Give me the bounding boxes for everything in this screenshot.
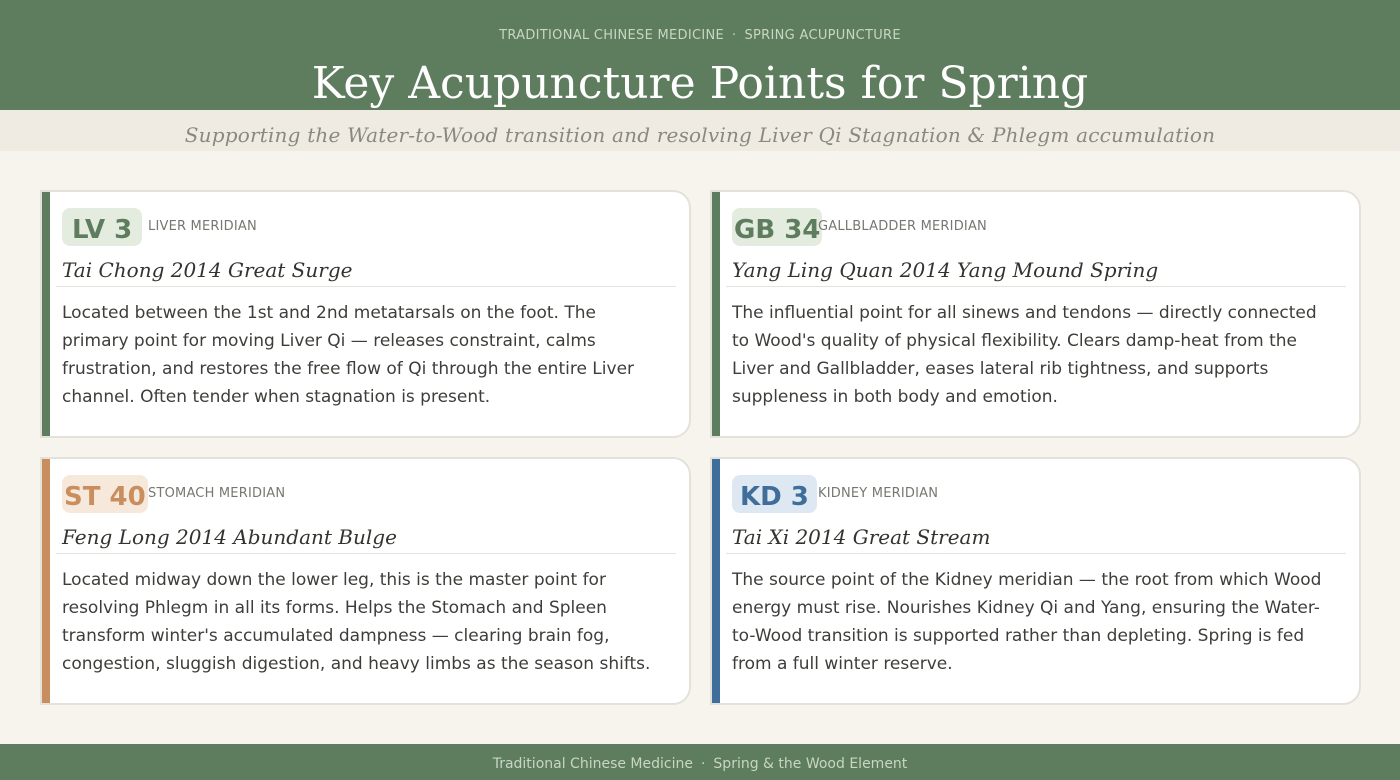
- card-accent-bar: [42, 192, 50, 436]
- meridian-label: KIDNEY MERIDIAN: [818, 486, 939, 501]
- point-name: Yang Ling Quan 2014 Yang Mound Spring: [732, 258, 1159, 282]
- card-accent-bar: [42, 459, 50, 703]
- page-footer: [0, 744, 1400, 780]
- point-description: Located midway down the lower leg, this is the master point for resolving Phlegm in all its forms. Helps the Stomach and Spleen transform winter's accumulated dampness — clearing brain fog, congestion, sluggish digestion, and heavy limbs as the season shifts.: [62, 570, 651, 674]
- point-description: The source point of the Kidney meridian — the root from which Wood energy must rise. Nourishes Kidney Qi and Yang, ensuring the Water-to-Wood transition is supported rather than depleting. Spring is fed from a full winter reserve.: [732, 570, 1322, 674]
- point-description: The influential point for all sinews and tendons — directly connected to Wood's quality of physical flexibility. Clears damp-heat from the Liver and Gallbladder, eases lateral rib tightness, and supports suppleness in both body and emotion.: [732, 303, 1317, 407]
- page-title: Key Acupuncture Points for Spring: [311, 58, 1089, 109]
- divider: [56, 553, 676, 554]
- point-card-st40: [40, 457, 691, 705]
- card-accent-bar: [712, 192, 720, 436]
- footer-right: Spring & the Wood Element: [713, 756, 908, 772]
- point-description: Located between the 1st and 2nd metatarsals on the foot. The primary point for moving Liver Qi — releases constraint, calms frustration, and restores the free flow of Qi through the entire Liver channel. Often tender when stagnation is present.: [62, 303, 635, 407]
- point-card-lv3: [40, 190, 691, 438]
- meridian-label: STOMACH MERIDIAN: [148, 486, 286, 501]
- divider: [726, 286, 1346, 287]
- card-accent-bar: [712, 459, 720, 703]
- eyebrow-right: SPRING ACUPUNCTURE: [744, 28, 901, 43]
- eyebrow-separator: ·: [732, 28, 737, 43]
- point-code-badge: ST 40: [62, 475, 148, 513]
- footer-separator: ·: [700, 756, 706, 772]
- point-name: Tai Xi 2014 Great Stream: [732, 525, 991, 549]
- meridian-label: LIVER MERIDIAN: [148, 219, 257, 234]
- point-code-badge: GB 34: [732, 208, 822, 246]
- point-code-badge: LV 3: [62, 208, 142, 246]
- divider: [726, 553, 1346, 554]
- eyebrow: [0, 28, 1400, 43]
- point-card-gb34: [710, 190, 1361, 438]
- divider: [56, 286, 676, 287]
- point-name: Feng Long 2014 Abundant Bulge: [62, 525, 397, 549]
- footer-left: Traditional Chinese Medicine: [492, 756, 693, 772]
- point-code-badge: KD 3: [732, 475, 817, 513]
- page-subtitle: Supporting the Water-to-Wood transition and resolving Liver Qi Stagnation & Phlegm accumulation: [184, 123, 1216, 147]
- point-name: Tai Chong 2014 Great Surge: [62, 258, 353, 282]
- point-card-kd3: [710, 457, 1361, 705]
- eyebrow-left: TRADITIONAL CHINESE MEDICINE: [499, 28, 725, 43]
- meridian-label: GALLBLADDER MERIDIAN: [818, 219, 987, 234]
- page-header: [0, 0, 1400, 110]
